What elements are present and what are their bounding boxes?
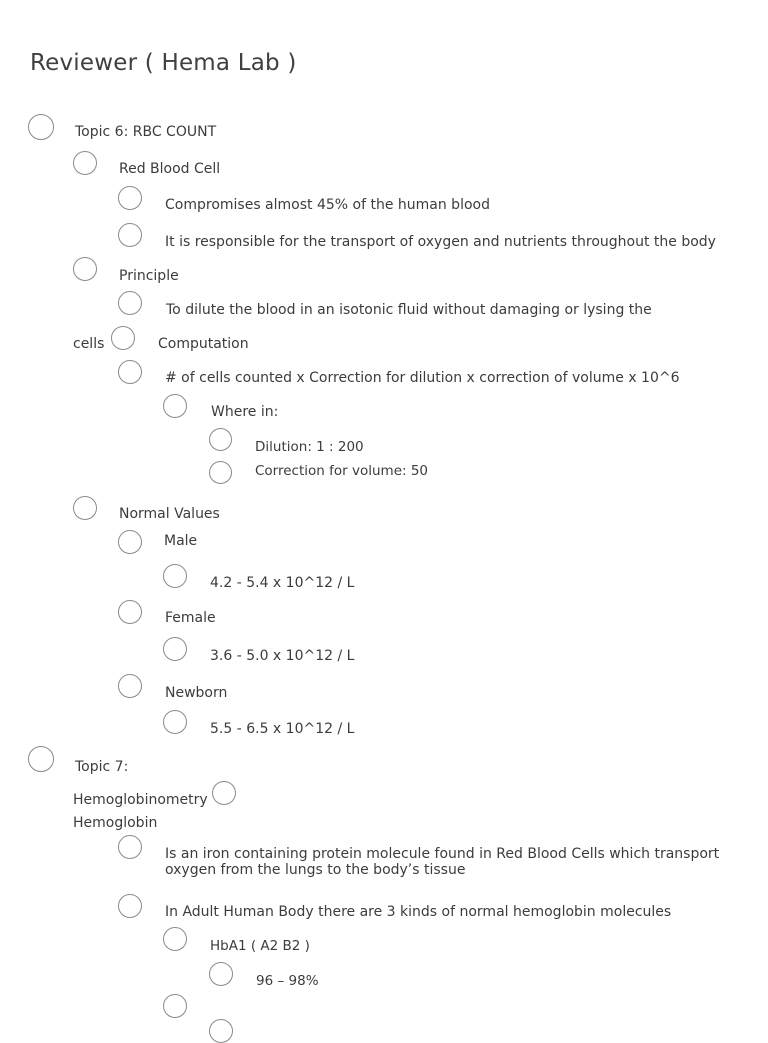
computation-label: Computation xyxy=(158,336,249,352)
female-label: Female xyxy=(165,610,216,626)
bullet-circle xyxy=(118,360,142,384)
hemoglobin-item-1: Is an iron containing protein molecule found in Red Blood Cells which transport oxygen from the lungs to the body’s tissue xyxy=(165,846,720,878)
topic7-subheading1: Hemoglobinometry xyxy=(73,792,208,808)
bullet-circle xyxy=(163,994,187,1018)
topic7-heading: Topic 7: xyxy=(75,759,129,775)
rbc-label: Red Blood Cell xyxy=(119,161,221,177)
dilution-text: Dilution: 1 : 200 xyxy=(255,439,364,455)
principle-text-line2: cells xyxy=(73,336,105,352)
hemoglobin-item-2: In Adult Human Body there are 3 kinds of normal hemoglobin molecules xyxy=(165,904,672,920)
bullet-circle xyxy=(118,674,142,698)
bullet-circle xyxy=(73,151,97,175)
bullet-circle xyxy=(209,1019,233,1043)
newborn-value: 5.5 - 6.5 x 10^12 / L xyxy=(210,721,355,737)
rbc-item-2: It is responsible for the transport of oxygen and nutrients throughout the body xyxy=(165,234,716,250)
bullet-circle xyxy=(118,530,142,554)
bullet-circle xyxy=(111,326,135,350)
bullet-circle xyxy=(118,186,142,210)
newborn-label: Newborn xyxy=(165,685,228,701)
bullet-circle xyxy=(73,496,97,520)
bullet-circle xyxy=(118,223,142,247)
hba1-label: HbA1 ( A2 B2 ) xyxy=(210,938,310,954)
bullet-circle xyxy=(118,600,142,624)
topic6-heading: Topic 6: RBC COUNT xyxy=(75,124,217,140)
normal-values-label: Normal Values xyxy=(119,506,220,522)
bullet-circle xyxy=(212,781,236,805)
document-title: Reviewer ( Hema Lab ) xyxy=(30,50,297,76)
bullet-circle xyxy=(163,564,187,588)
bullet-circle xyxy=(118,291,142,315)
bullet-circle xyxy=(209,962,233,986)
where-in-label: Where in: xyxy=(211,404,279,420)
computation-formula: # of cells counted x Correction for dilution x correction of volume x 10^6 xyxy=(165,370,680,386)
topic7-subheading2: Hemoglobin xyxy=(73,815,158,831)
female-value: 3.6 - 5.0 x 10^12 / L xyxy=(210,648,355,664)
principle-text-line1: To dilute the blood in an isotonic fluid without damaging or lysing the xyxy=(166,302,652,318)
male-value: 4.2 - 5.4 x 10^12 / L xyxy=(210,575,355,591)
hba1-value: 96 – 98% xyxy=(256,973,319,989)
bullet-circle xyxy=(118,894,142,918)
rbc-item-1: Compromises almost 45% of the human blood xyxy=(165,197,490,213)
bullet-circle xyxy=(209,428,232,451)
bullet-circle xyxy=(163,394,187,418)
bullet-circle xyxy=(163,710,187,734)
bullet-circle xyxy=(163,637,187,661)
correction-volume-text: Correction for volume: 50 xyxy=(255,463,429,479)
bullet-circle xyxy=(28,114,54,140)
bullet-circle xyxy=(28,746,54,772)
bullet-circle xyxy=(73,257,97,281)
bullet-circle xyxy=(163,927,187,951)
bullet-circle xyxy=(209,461,232,484)
male-label: Male xyxy=(164,533,198,549)
bullet-circle xyxy=(118,835,142,859)
principle-label: Principle xyxy=(119,268,179,284)
